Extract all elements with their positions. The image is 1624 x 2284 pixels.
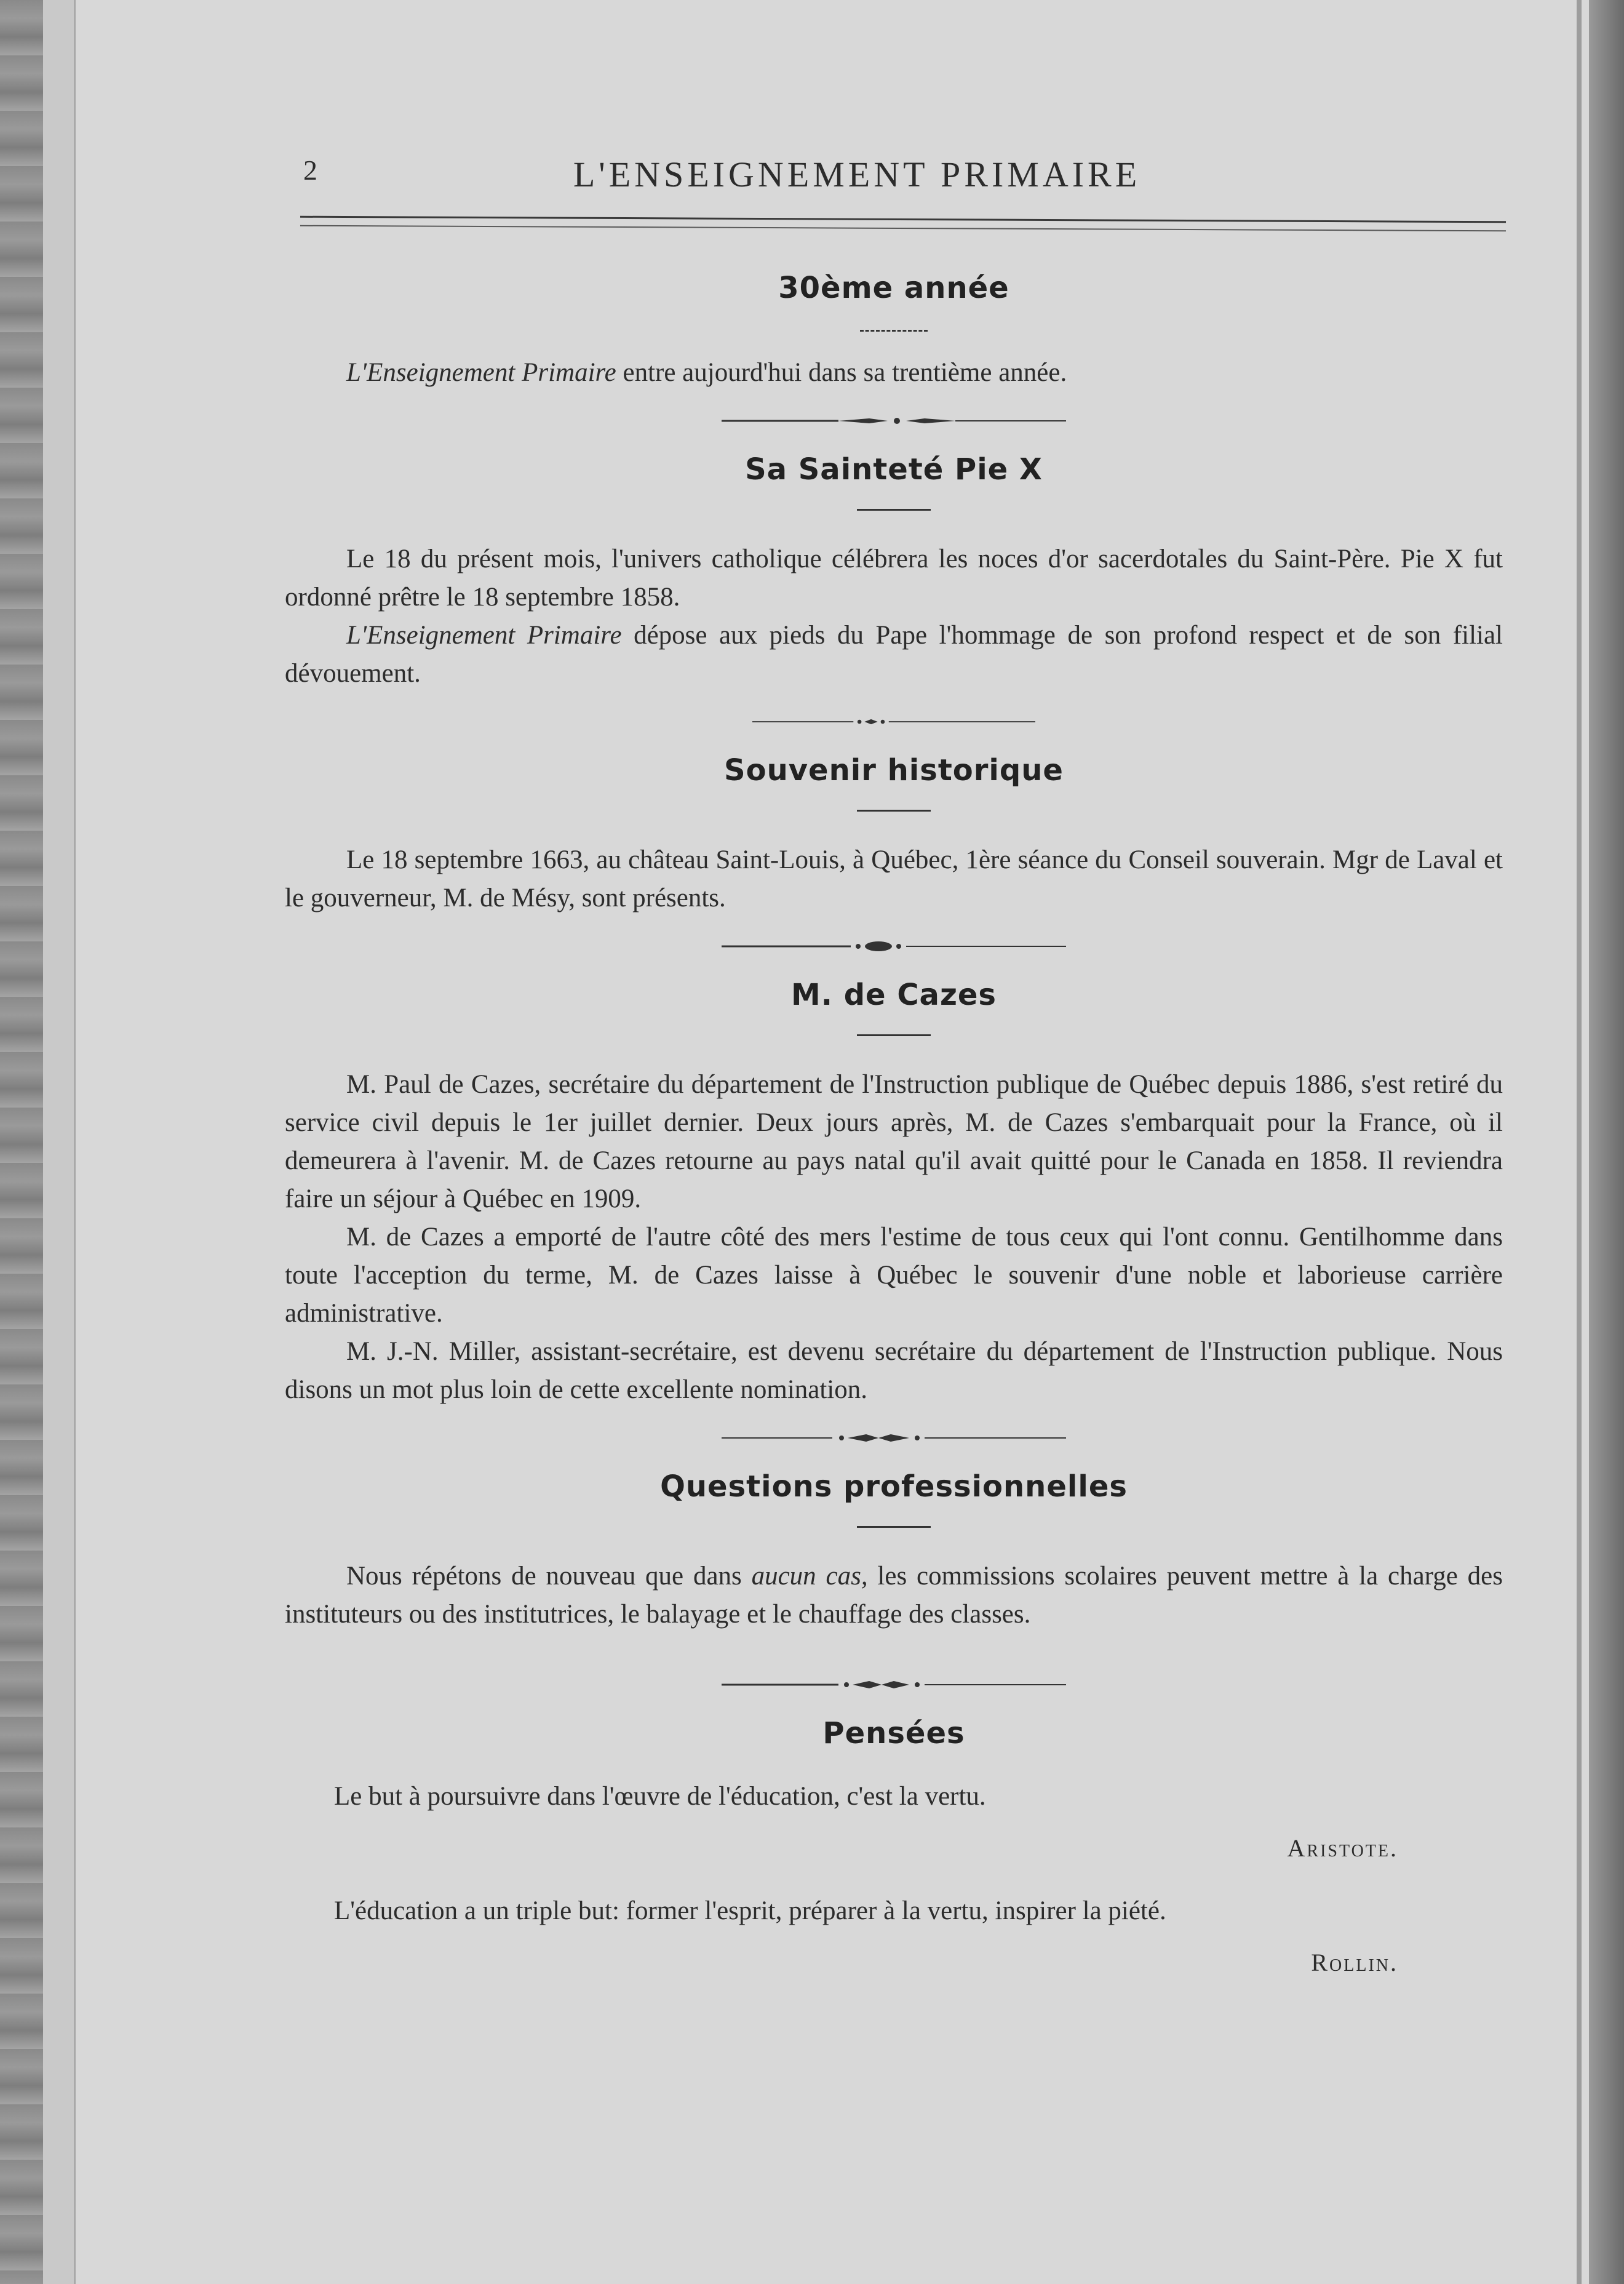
section-questions-professionnelles	[285, 1469, 1503, 1693]
section-de-cazes	[285, 978, 1503, 1446]
page-fold-edge	[1577, 0, 1582, 2284]
journal-name-italic: L'Enseignement Primaire	[346, 621, 622, 650]
section-heading: M. de Cazes	[790, 978, 997, 1012]
spacer	[285, 1867, 1503, 1892]
section-heading: Pensées	[822, 1716, 965, 1751]
section-heading: 30ème année	[778, 271, 1009, 305]
section-souvenir-historique	[285, 753, 1503, 954]
paragraph-text: Nous répétons de nouveau que dans	[346, 1562, 752, 1591]
page-number: 2	[303, 154, 319, 186]
paragraph	[285, 354, 1503, 392]
ornament-divider	[722, 1430, 1066, 1446]
section-30eme-annee	[285, 271, 1503, 429]
paragraph	[285, 617, 1503, 693]
section-heading: Questions professionnelles	[660, 1469, 1128, 1504]
quotation-author: Rollin.	[1311, 1949, 1398, 1976]
paragraph-text: dépose aux pieds du Pape l'hommage de son profond respect et de son filial dévouement.	[285, 621, 1503, 688]
quotation-author: Aristote.	[1287, 1834, 1398, 1862]
heading-rule	[857, 509, 931, 511]
section-heading: Souvenir historique	[724, 753, 1064, 788]
ornament-divider	[752, 714, 1035, 730]
heading-rule	[857, 1526, 931, 1528]
paragraph: Le 18 septembre 1663, au château Saint-Louis, à Québec, 1ère séance du Conseil souverain. Mgr de Laval et le gouverneur, M. de Mésy, sont présents.	[285, 845, 1503, 912]
paragraph: M. de Cazes a emporté de l'autre côté des mers l'estime de tous ceux qui l'ont connu. Gentilhomme dans toute l'acception du terme, M. de Cazes laisse à Québec le souvenir d'une noble et laborieuse carrière administrative.	[285, 1223, 1503, 1328]
section-pensees	[285, 1716, 1503, 1982]
paragraph: M. Paul de Cazes, secrétaire du département de l'Instruction publique de Québec depuis 1886, s'est retiré du service civil depuis le 1er juillet dernier. Deux jours après, M. de Cazes s'embarquait pour la France, où il demeurera à l'avenir. M. de Cazes retourne au pays natal qu'il avait quitté pour le Canada en 1858. Il reviendra faire un séjour à Québec en 1909.	[285, 1070, 1503, 1213]
paragraph	[285, 1557, 1503, 1634]
heading-rule	[857, 1034, 931, 1036]
ornament-divider	[722, 938, 1066, 954]
heading-rule	[860, 330, 928, 332]
heading-rule	[857, 810, 931, 812]
ornament-divider	[722, 1677, 1066, 1693]
document-page	[74, 0, 1589, 2284]
paragraph-text: entre aujourd'hui dans sa trentième année.	[616, 358, 1067, 387]
article-body	[285, 271, 1503, 1982]
section-heading: Sa Sainteté Pie X	[745, 452, 1043, 487]
journal-name-italic: L'Enseignement Primaire	[346, 358, 616, 387]
emphasis-italic: aucun cas,	[751, 1562, 868, 1591]
running-head	[76, 154, 1589, 203]
section-pie-x	[285, 452, 1503, 730]
header-double-rule	[300, 216, 1506, 232]
quotation: Le but à poursuivre dans l'œuvre de l'éducation, c'est la vertu.	[334, 1782, 986, 1811]
paragraph-text: les commissions scolaires peuvent mettre à la charge des instituteurs ou des institutrices, le balayage et le chauffage des classes.	[285, 1562, 1503, 1629]
scan-binding-edge	[0, 0, 43, 2284]
scan-right-edge	[1587, 0, 1624, 2284]
journal-title: L'ENSEIGNEMENT PRIMAIRE	[573, 154, 1141, 194]
paragraph: Le 18 du présent mois, l'univers catholique célébrera les noces d'or sacerdotales du Saint-Père. Pie X fut ordonné prêtre le 18 septembre 1858.	[285, 545, 1503, 612]
ornament-divider	[722, 413, 1066, 429]
quotation: L'éducation a un triple but: former l'esprit, préparer à la vertu, inspirer la piété.	[334, 1896, 1166, 1925]
paragraph: M. J.-N. Miller, assistant-secrétaire, est devenu secrétaire du département de l'Instruction publique. Nous disons un mot plus loin de cette excellente nomination.	[285, 1337, 1503, 1404]
